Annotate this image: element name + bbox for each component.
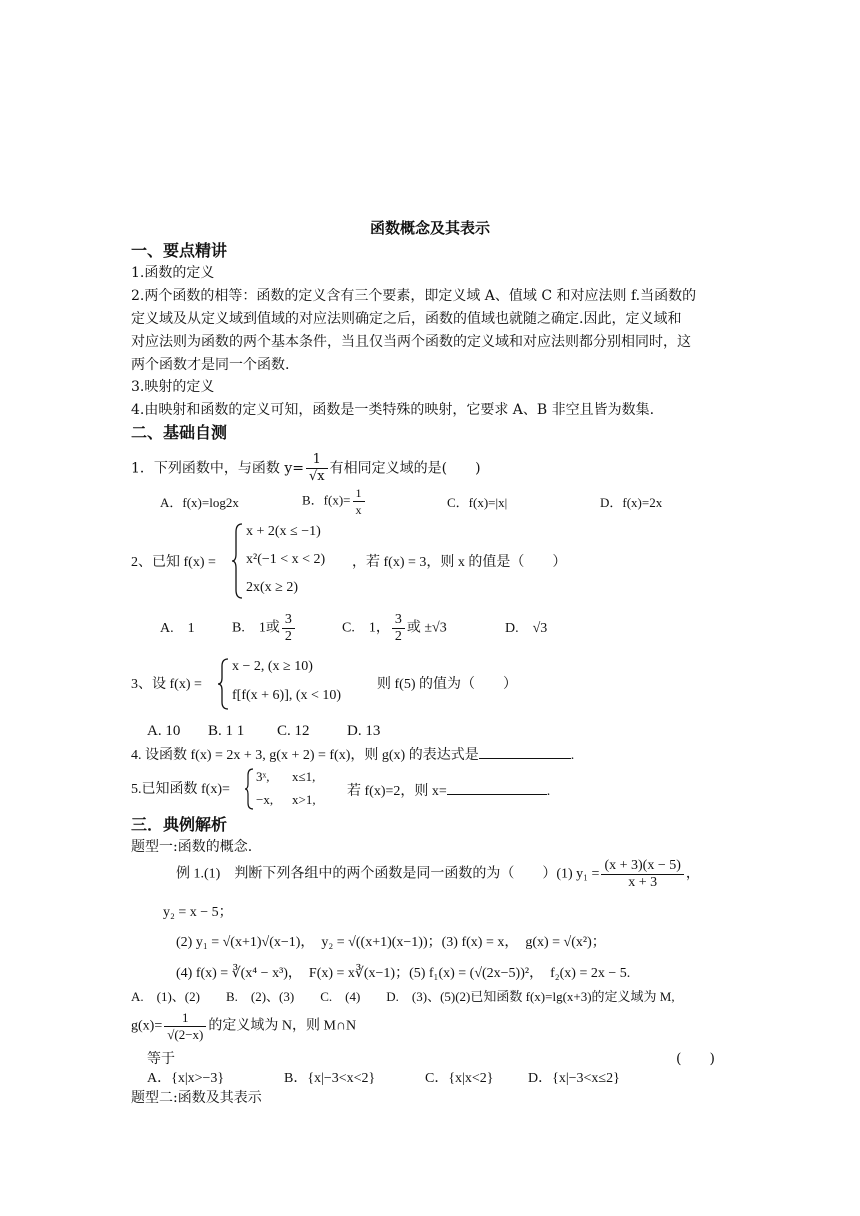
- paragraph: 3.映射的定义: [131, 379, 215, 395]
- q3-option-b: B. 1 1: [208, 723, 245, 739]
- ex2-answer-paren: ( ): [676, 1051, 715, 1067]
- q2-b-fraction: [282, 612, 295, 645]
- example-1: [176, 858, 700, 891]
- topic-2: 题型二:函数及其表示: [131, 1090, 262, 1106]
- question-1: [131, 452, 481, 485]
- ex2-post: 的定义域为 N，则 M∩N: [208, 1018, 357, 1034]
- ex1-line-3: (2) y₁ = √(x+1)√(x−1)， y₂ = √((x+1)(x−1))；(3) f(x) = x， g(x) = √(x²)；: [176, 935, 606, 950]
- paragraph: 2.两个函数的相等：函数的定义含有三个要素，即定义域 A、值域 C 和对应法则 f.当函数的: [131, 288, 697, 304]
- document-title: 函数概念及其表示: [369, 219, 490, 237]
- q5-case-1-value: 3ˣ,: [256, 769, 270, 784]
- q5-text: 若 f(x)=2，则 x=: [347, 784, 447, 799]
- q1-option-c: C．f(x)=|x|: [447, 495, 508, 510]
- q5-answer-blank[interactable]: [447, 780, 547, 795]
- paragraph: 对应法则为函数的两个基本条件，当且仅当两个函数的定义域和对应法则都分别相同时，这: [131, 334, 691, 350]
- q5-case-1-cond: x≤1,: [292, 769, 316, 784]
- ex2-option-d: D．{x|−3<x≤2}: [528, 1071, 620, 1086]
- ex1-post: ，: [685, 866, 700, 882]
- section-heading-1: 一、要点精讲: [131, 241, 228, 260]
- q4-answer-blank[interactable]: [479, 744, 571, 759]
- q2-option-b: [232, 612, 297, 645]
- q2-case-1: x + 2(x ≤ −1): [246, 524, 321, 539]
- ex1-den: x + 3: [628, 875, 658, 890]
- q2-c-fraction: [392, 612, 405, 645]
- ex2-option-c: C．{x|x<2}: [425, 1071, 494, 1086]
- q1-text-post: 有相同定义域的是( ): [329, 460, 481, 477]
- ex2-line-2: 等于: [147, 1051, 175, 1067]
- q5-case-2-value: −x,: [256, 792, 274, 807]
- q3-post: 则 f(5) 的值为（ ）: [377, 677, 517, 692]
- paragraph: 两个函数才是同一个函数.: [131, 357, 290, 373]
- q5-brace: [245, 767, 255, 811]
- paragraph: 1.函数的定义: [131, 265, 215, 281]
- q2-c-post: 或 ±√3: [406, 620, 447, 636]
- q1-option-a: A．f(x)=log2x: [160, 495, 239, 510]
- q2-option-d: D. √3: [505, 621, 548, 636]
- q2-c-num: 3: [392, 612, 405, 629]
- q1-text: 1．下列函数中，与函数 y=: [131, 460, 304, 477]
- ex2-option-b: B．{x|−3<x<2}: [284, 1071, 376, 1086]
- ex1-line-4: (4) f(x) = ∛(x⁴ − x³)， F(x) = x∛(x−1)；(5) f₁(x) = (√(2x−5))²， f₂(x) = 2x − 5.: [176, 966, 631, 981]
- q1-b-text: B．f(x)=: [302, 492, 351, 508]
- q1-b-den: x: [355, 503, 362, 517]
- q2-option-c: [342, 612, 447, 645]
- q3-case-2: f[f(x + 6)], (x < 10): [232, 688, 342, 703]
- ex2-text: g(x)=: [131, 1018, 163, 1034]
- q5-end: .: [546, 784, 551, 799]
- q4-end: .: [570, 748, 575, 763]
- q1-b-fraction: [353, 485, 365, 518]
- topic-1: 题型一:函数的概念.: [131, 839, 253, 855]
- section-heading-3: 三．典例解析: [131, 815, 228, 834]
- q2-post: ，若 f(x) = 3，则 x 的值是（ ）: [352, 555, 567, 570]
- q3-option-a: A. 10: [147, 723, 181, 739]
- q3-option-d: D. 13: [347, 723, 381, 739]
- q1-frac-num: 1: [306, 452, 328, 469]
- q2-b-den: 2: [284, 629, 292, 644]
- q2-b-num: 3: [282, 612, 295, 629]
- q2-pre: 2、已知 f(x) =: [131, 555, 216, 570]
- paragraph: 定义域及从定义域到值域的对应法则确定之后，函数的值域也就随之确定.因此，定义域和: [131, 311, 682, 327]
- q3-pre: 3、设 f(x) =: [131, 677, 202, 692]
- question-4: [131, 744, 574, 766]
- q1-fraction: [306, 452, 328, 485]
- ex1-fraction: [601, 858, 683, 891]
- example-2: [131, 1010, 356, 1043]
- ex1-text: 例 1.(1) 判断下列各组中的两个函数是同一函数的为（ ）(1) y₁ =: [176, 866, 600, 882]
- q1-option-d: D．f(x)=2x: [600, 495, 663, 510]
- ex2-den: √(2−x): [167, 1027, 204, 1042]
- ex2-option-a: A．{x|x>−3}: [147, 1071, 225, 1086]
- q5-pre: 5.已知函数 f(x)=: [131, 782, 230, 797]
- question-5-post: [347, 780, 550, 802]
- q1-option-b: [302, 485, 367, 518]
- ex1-line-2: y₂ = x − 5；: [163, 905, 233, 920]
- q3-case-1: x − 2, (x ≥ 10): [232, 659, 313, 674]
- q4-text: 4. 设函数 f(x) = 2x + 3, g(x + 2) = f(x)，则 g(x) 的表达式是: [131, 748, 479, 763]
- ex1-num: (x + 3)(x − 5): [601, 858, 683, 875]
- q1-frac-den: √x: [309, 469, 325, 484]
- q2-b-text: B. 1或: [232, 620, 280, 636]
- paragraph: 4.由映射和函数的定义可知，函数是一类特殊的映射，它要求 A、B 非空且皆为数集.: [131, 402, 655, 418]
- ex2-fraction: [164, 1010, 206, 1043]
- q3-brace: [218, 657, 230, 711]
- q5-case-2-cond: x>1,: [292, 792, 316, 807]
- q1-b-num: 1: [353, 485, 365, 502]
- section-heading-2: 二、基础自测: [131, 423, 228, 442]
- q2-option-a: A. 1: [160, 621, 195, 636]
- q3-option-c: C. 12: [277, 723, 310, 739]
- q2-case-2: x²(−1 < x < 2): [246, 552, 326, 567]
- q2-brace: [232, 522, 244, 600]
- ex2-num: 1: [164, 1010, 206, 1027]
- q2-c-den: 2: [394, 629, 402, 644]
- q2-c-text: C. 1，: [342, 620, 390, 636]
- q2-case-3: 2x(x ≥ 2): [246, 580, 299, 595]
- ex1-options: A. (1)、(2) B. (2)、(3) C. (4) D. (3)、(5)(2)已知函数 f(x)=lg(x+3)的定义域为 M,: [131, 989, 675, 1004]
